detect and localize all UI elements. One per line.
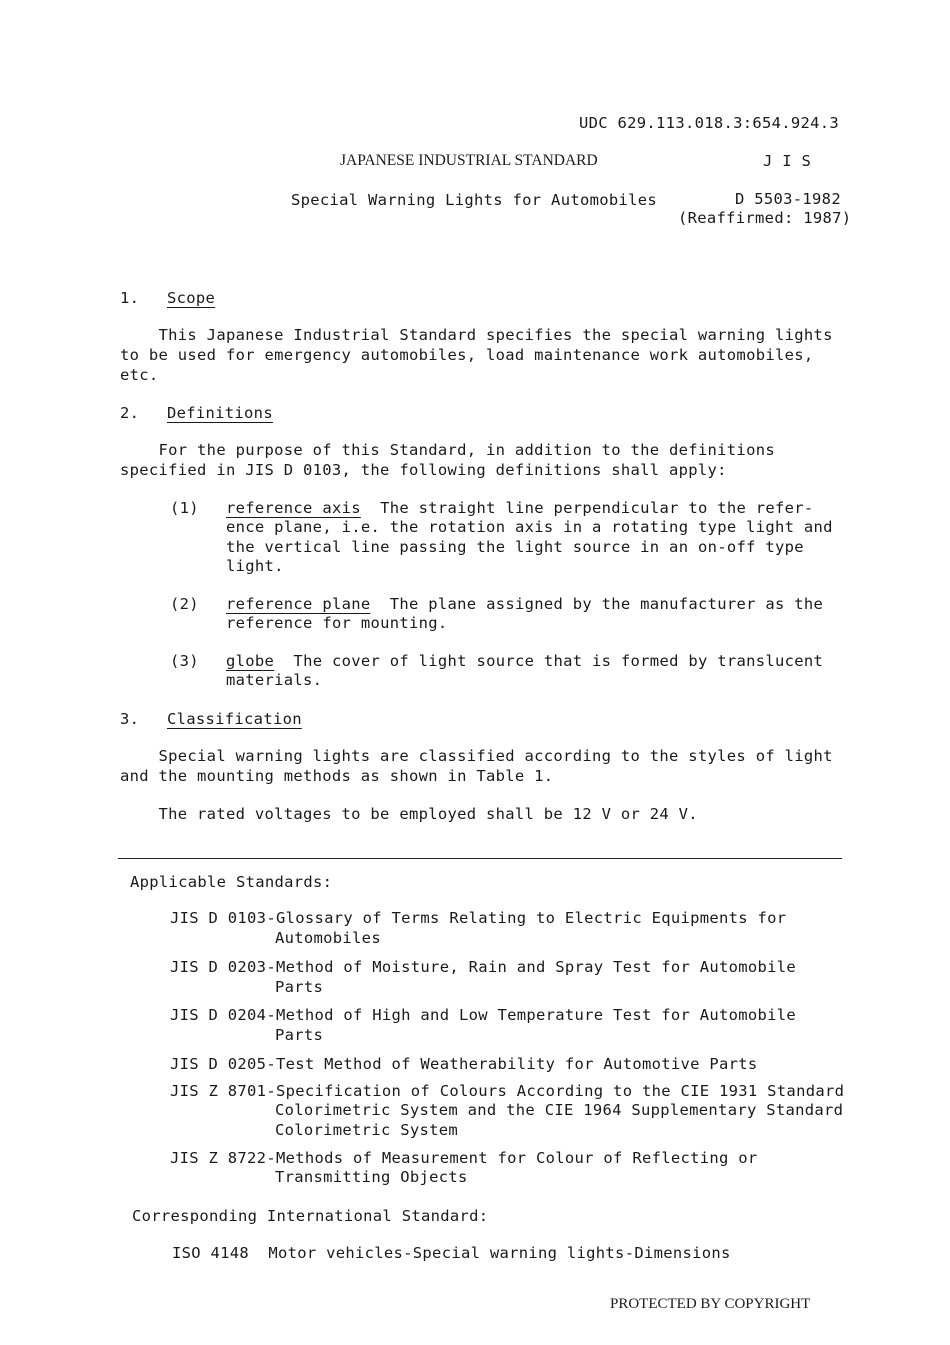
definition-2-text: The plane assigned by the manufacturer as the bbox=[370, 595, 824, 613]
section-1-body-line-1: This Japanese Industrial Standard specifies the special warning lights bbox=[120, 326, 833, 344]
section-2-body-line-2: specified in JIS D 0103, the following definitions shall apply: bbox=[120, 461, 727, 479]
udc-code: UDC 629.113.018.3:654.924.3 bbox=[579, 114, 840, 132]
section-3-number: 3. bbox=[120, 710, 140, 728]
applicable-item-2-line-2: Parts bbox=[275, 978, 324, 996]
definition-1-line-3: the vertical line passing the light source in an on-off type bbox=[226, 538, 804, 556]
definition-1-first-line bbox=[226, 498, 814, 518]
definition-2-line-2: reference for mounting. bbox=[226, 614, 448, 632]
section-1-number: 1. bbox=[120, 289, 140, 307]
applicable-item-6-line-2: Transmitting Objects bbox=[275, 1168, 468, 1186]
section-2-number: 2. bbox=[120, 404, 140, 422]
definition-1-line-2: ence plane, i.e. the rotation axis in a rotating type light and bbox=[226, 518, 833, 536]
definition-3-line-2: materials. bbox=[226, 671, 323, 689]
definition-3-first-line bbox=[226, 651, 823, 671]
applicable-item-5-line-3: Colorimetric System bbox=[275, 1121, 459, 1139]
document-title: Special Warning Lights for Automobiles bbox=[291, 191, 658, 209]
definition-1-line-4: light. bbox=[226, 557, 284, 575]
section-3-title: Classification bbox=[167, 710, 302, 728]
section-2-title: Definitions bbox=[167, 404, 273, 422]
applicable-item-2-line-1: JIS D 0203-Method of Moisture, Rain and Spray Test for Automobile bbox=[170, 958, 797, 976]
section-1-body-line-2: to be used for emergency automobiles, load maintenance work automobiles, bbox=[120, 346, 814, 364]
document-number: D 5503-1982 bbox=[735, 190, 841, 208]
applicable-item-5-line-2: Colorimetric System and the CIE 1964 Supplementary Standard bbox=[275, 1101, 844, 1119]
definition-3-term: globe bbox=[226, 652, 275, 670]
definition-3-text: The cover of light source that is formed by translucent bbox=[274, 652, 824, 670]
standard-title: JAPANESE INDUSTRIAL STANDARD bbox=[340, 152, 598, 169]
copyright-notice: PROTECTED BY COPYRIGHT bbox=[610, 1296, 811, 1312]
applicable-item-1-line-2: Automobiles bbox=[275, 929, 381, 947]
definition-1-number: (1) bbox=[170, 499, 199, 517]
definition-3-number: (3) bbox=[170, 652, 199, 670]
section-2-body-line-1: For the purpose of this Standard, in addition to the definitions bbox=[120, 441, 775, 459]
international-standard-item: ISO 4148 Motor vehicles-Special warning lights-Dimensions bbox=[172, 1244, 731, 1262]
definition-2-first-line bbox=[226, 594, 823, 614]
section-3-body-line-3: The rated voltages to be employed shall be 12 V or 24 V. bbox=[120, 805, 698, 823]
applicable-item-3-line-2: Parts bbox=[275, 1026, 324, 1044]
international-standard-heading: Corresponding International Standard: bbox=[132, 1207, 489, 1225]
applicable-item-3-line-1: JIS D 0204-Method of High and Low Temperature Test for Automobile bbox=[170, 1006, 797, 1024]
applicable-item-6-line-1: JIS Z 8722-Methods of Measurement for Colour of Reflecting or bbox=[170, 1149, 758, 1167]
section-1-title: Scope bbox=[167, 289, 216, 307]
definition-2-term: reference plane bbox=[226, 595, 371, 613]
section-1-body-line-3: etc. bbox=[120, 366, 159, 384]
reaffirmed-date: (Reaffirmed: 1987) bbox=[678, 209, 852, 227]
applicable-item-1-line-1: JIS D 0103-Glossary of Terms Relating to Electric Equipments for bbox=[170, 909, 787, 927]
definition-1-term: reference axis bbox=[226, 499, 361, 517]
footnote-divider bbox=[118, 858, 842, 859]
jis-mark: J I S bbox=[763, 152, 812, 170]
applicable-standards-heading: Applicable Standards: bbox=[130, 873, 333, 891]
section-3-body-line-2: and the mounting methods as shown in Table 1. bbox=[120, 767, 554, 785]
applicable-item-5-line-1: JIS Z 8701-Specification of Colours According to the CIE 1931 Standard bbox=[170, 1082, 845, 1100]
definition-1-text: The straight line perpendicular to the refer- bbox=[360, 499, 814, 517]
definition-2-number: (2) bbox=[170, 595, 199, 613]
applicable-item-4-line-1: JIS D 0205-Test Method of Weatherability for Automotive Parts bbox=[170, 1055, 758, 1073]
section-3-body-line-1: Special warning lights are classified according to the styles of light bbox=[120, 747, 833, 765]
